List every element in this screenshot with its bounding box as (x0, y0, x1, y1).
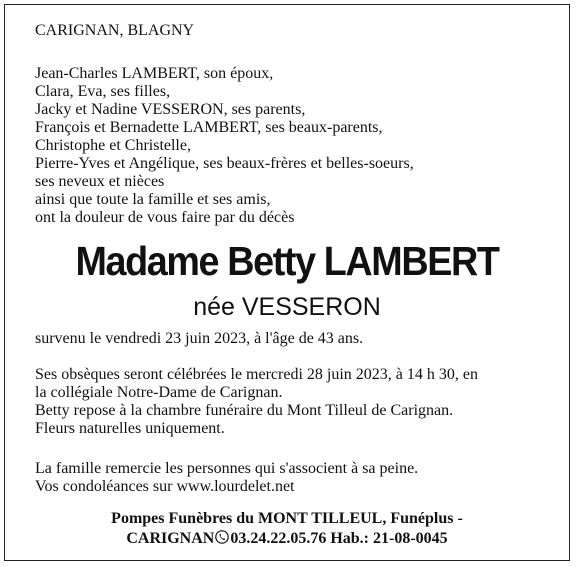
family-line: ses neveux et nièces (35, 173, 165, 190)
family-line: Pierre-Yves et Angélique, ses beaux-frères et belles-soeurs, (35, 155, 414, 172)
thanks-section (35, 460, 418, 496)
family-line: ont la douleur de vous faire par du décès (35, 209, 295, 226)
deceased-name: Madame Betty LAMBERT (75, 238, 499, 284)
family-line: Clara, Eva, ses filles, (35, 83, 171, 100)
condolences-link[interactable]: Vos condoléances sur www.lourdelet.net (35, 478, 295, 495)
funeral-line: la collégiale Notre-Dame de Carignan. (35, 384, 283, 401)
family-line: Jacky et Nadine VESSERON, ses parents, (35, 101, 306, 118)
funeral-line: Ses obsèques seront célébrées le mercredi 28 juin 2023, à 14 h 30, en (35, 366, 478, 383)
family-line: François et Bernadette LAMBERT, ses beaux-parents, (35, 119, 383, 136)
obituary-notice (4, 4, 570, 561)
funeral-line: Fleurs naturelles uniquement. (35, 420, 225, 437)
funeral-line: Betty repose à la chambre funéraire du Mont Tilleul de Carignan. (35, 402, 454, 419)
family-list (35, 65, 414, 227)
maiden-name: née VESSERON (193, 293, 381, 321)
location-header: CARIGNAN, BLAGNY (35, 22, 195, 39)
funeral-home-contact (5, 529, 569, 549)
funeral-home-footer (5, 509, 569, 549)
family-line: ainsi que toute la famille et ses amis, (35, 191, 271, 208)
funeral-home-city: CARIGNAN (126, 530, 215, 547)
phone-icon (215, 530, 229, 544)
funeral-home-name: Pompes Funèbres du MONT TILLEUL, Funéplus - (111, 510, 463, 527)
death-details: survenu le vendredi 23 juin 2023, à l'âge de 43 ans. (35, 330, 364, 347)
funeral-details (35, 366, 565, 438)
family-line: Christophe et Christelle, (35, 137, 191, 154)
family-line: Jean-Charles LAMBERT, son époux, (35, 65, 274, 82)
funeral-home-phone: 03.24.22.05.76 Hab.: 21-08-0045 (230, 530, 448, 547)
thanks-line: La famille remercie les personnes qui s'associent à sa peine. (35, 460, 419, 477)
